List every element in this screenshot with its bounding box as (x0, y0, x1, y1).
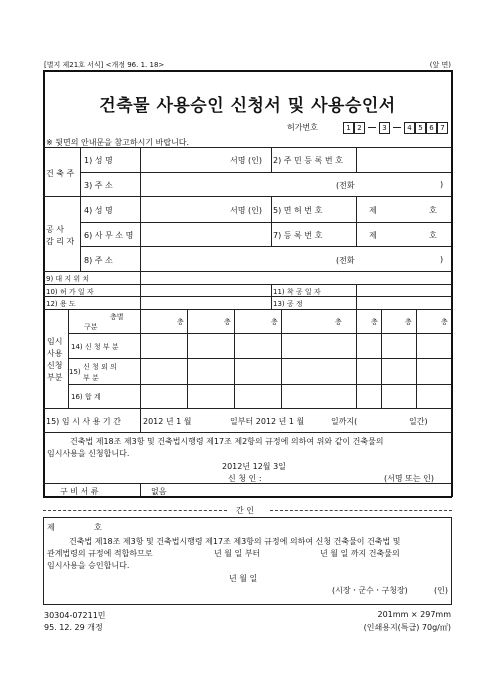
owner-name-label: 1) 성 명 (84, 156, 113, 165)
approval-line-2a: 관계법령의 규정에 적합하므로 (47, 549, 153, 558)
supervisor-group-label-1: 공 사 (46, 225, 64, 234)
page-side: (앞 면) (429, 61, 451, 69)
applicant-label: 신 청 인 : (228, 474, 262, 483)
temporary-use-group-line: 임시 (47, 337, 63, 346)
period-from: 2012 년 1 월 (143, 417, 192, 426)
cut-line-left (43, 510, 227, 511)
permit-number-box: 3 (379, 122, 390, 134)
period-days: 일간) (409, 417, 428, 426)
period-label: 15) 임 시 사 용 기 간 (46, 417, 121, 426)
floor-label: 층 (271, 318, 278, 326)
permit-number-dash (393, 127, 401, 128)
permit-number-box: 1 (343, 122, 354, 134)
row-total: 16) 합 계 (71, 393, 101, 401)
supervisor-group-label-2: 감 리 자 (46, 237, 75, 246)
approval-line-2c: 년 월 일 까지 건축물의 (320, 549, 400, 558)
approval-date: 년 월 일 (229, 574, 258, 583)
site-location-label: 9) 대 지 위 치 (46, 275, 90, 283)
approval-issuer: (시장ㆍ군수ㆍ구청장) (332, 586, 408, 595)
temporary-use-group-line: 부분 (47, 373, 63, 382)
permit-number-dash (368, 127, 376, 128)
approval-no-prefix: 제 (47, 523, 55, 532)
supervisor-license-suffix: 호 (429, 206, 437, 215)
page-title: 건축물 사용승인 신청서 및 사용승인서 (99, 96, 396, 116)
permit-number-box: 5 (415, 122, 426, 134)
supervisor-sign-label: 서명 (인) (230, 206, 262, 215)
permit-number-label: 허가번호 (287, 123, 318, 132)
notice: ※ 뒷면의 안내문을 참고하시기 바랍니다. (46, 138, 190, 147)
row-other-part-line2: 부 분 (83, 374, 99, 382)
completion-label: 13) 공 정 (273, 300, 303, 308)
declaration-date: 2012년 12월 3일 (222, 462, 286, 471)
attachments-label: 구 비 서 류 (60, 487, 99, 496)
owner-tel-close: ) (440, 180, 444, 189)
declaration-line-2: 임시사용을 신청합니다. (47, 449, 130, 458)
cut-label: 간 인 (236, 506, 254, 515)
permit-number-box: 2 (354, 122, 365, 134)
floor-label: 층 (224, 318, 231, 326)
footer-code: 30304-07211민 (44, 611, 106, 620)
floor-label: 층 (335, 318, 342, 326)
supervisor-license-label: 5) 면 허 번 호 (273, 206, 323, 215)
frame-top (43, 70, 452, 72)
row-applied-part: 14) 신 청 부 분 (71, 343, 119, 351)
period-to: 일부터 2012 년 1 월 (230, 417, 305, 426)
attachments-value: 없음 (151, 487, 167, 496)
row-other-part-line1: 신 청 외 의 (83, 363, 117, 371)
start-date-label: 11) 착 공 일 자 (273, 288, 321, 296)
form-number: [별지 제21호 서식] <개정 96. 1. 18> (44, 61, 165, 69)
approval-no-suffix: 호 (94, 523, 102, 532)
permit-number-box: 6 (426, 122, 437, 134)
footer-paper: (인쇄용지(특급) 70g/㎡) (363, 623, 451, 632)
supervisor-tel-label: (전화 (336, 256, 355, 265)
supervisor-tel-close: ) (440, 255, 444, 264)
approval-line-1: 건축법 제18조 제3항 및 건축법시행령 제17조 제3항의 규정에 의하여 신청 건축물이 건축법 및 (69, 537, 401, 546)
floor-label: 층 (441, 318, 448, 326)
floor-header-bottom: 구분 (84, 323, 98, 331)
footer-size: 201mm × 297mm (377, 610, 451, 619)
permit-number-box: 7 (437, 122, 448, 134)
floor-label: 층 (177, 318, 184, 326)
declaration-line-1: 건축법 제18조 제3항 및 건축법시행령 제17조 제2항의 규정에 의하여 위와 같이 건축물의 (70, 437, 384, 446)
floor-label: 층 (371, 318, 378, 326)
supervisor-reg-suffix: 호 (429, 231, 437, 240)
temporary-use-group-line: 사용 (47, 349, 63, 358)
temporary-use-group-line: 신청 (47, 361, 63, 370)
row-other-part-num: 15) (69, 368, 81, 376)
supervisor-reg-label: 7) 등 록 번 호 (273, 231, 323, 240)
approval-line-3: 임시사용을 승인합니다. (47, 561, 130, 570)
supervisor-name-label: 4) 성 명 (84, 206, 113, 215)
owner-sign-label: 서명 (인) (230, 156, 262, 165)
permit-number-box: 4 (404, 122, 415, 134)
owner-id-label: 2) 주 민 등 록 번 호 (273, 156, 343, 165)
owner-tel-label: (전화 (336, 181, 355, 190)
footer-revised: 95. 12. 29 개정 (44, 623, 103, 632)
permit-date-label: 10) 허 가 일 자 (46, 288, 94, 296)
supervisor-license-prefix: 제 (369, 206, 377, 215)
use-label: 12) 용 도 (46, 300, 76, 308)
supervisor-reg-prefix: 제 (369, 231, 377, 240)
approval-line-2b: 년 월 일 부터 (214, 549, 261, 558)
period-until: 일까지( (331, 417, 358, 426)
frame-bottom (43, 496, 452, 498)
owner-address-label: 3) 주 소 (84, 181, 113, 190)
approval-seal: (인) (434, 586, 448, 595)
cut-line-right (270, 510, 452, 511)
floor-label: 층 (405, 318, 412, 326)
supervisor-address-label: 8) 주 소 (84, 256, 113, 265)
supervisor-office-label: 6) 사 무 소 명 (84, 231, 134, 240)
owner-group-label: 건 축 주 (46, 169, 75, 178)
applicant-sign-note: (서명 또는 인) (384, 474, 434, 483)
floor-header-top: 층별 (110, 313, 124, 321)
